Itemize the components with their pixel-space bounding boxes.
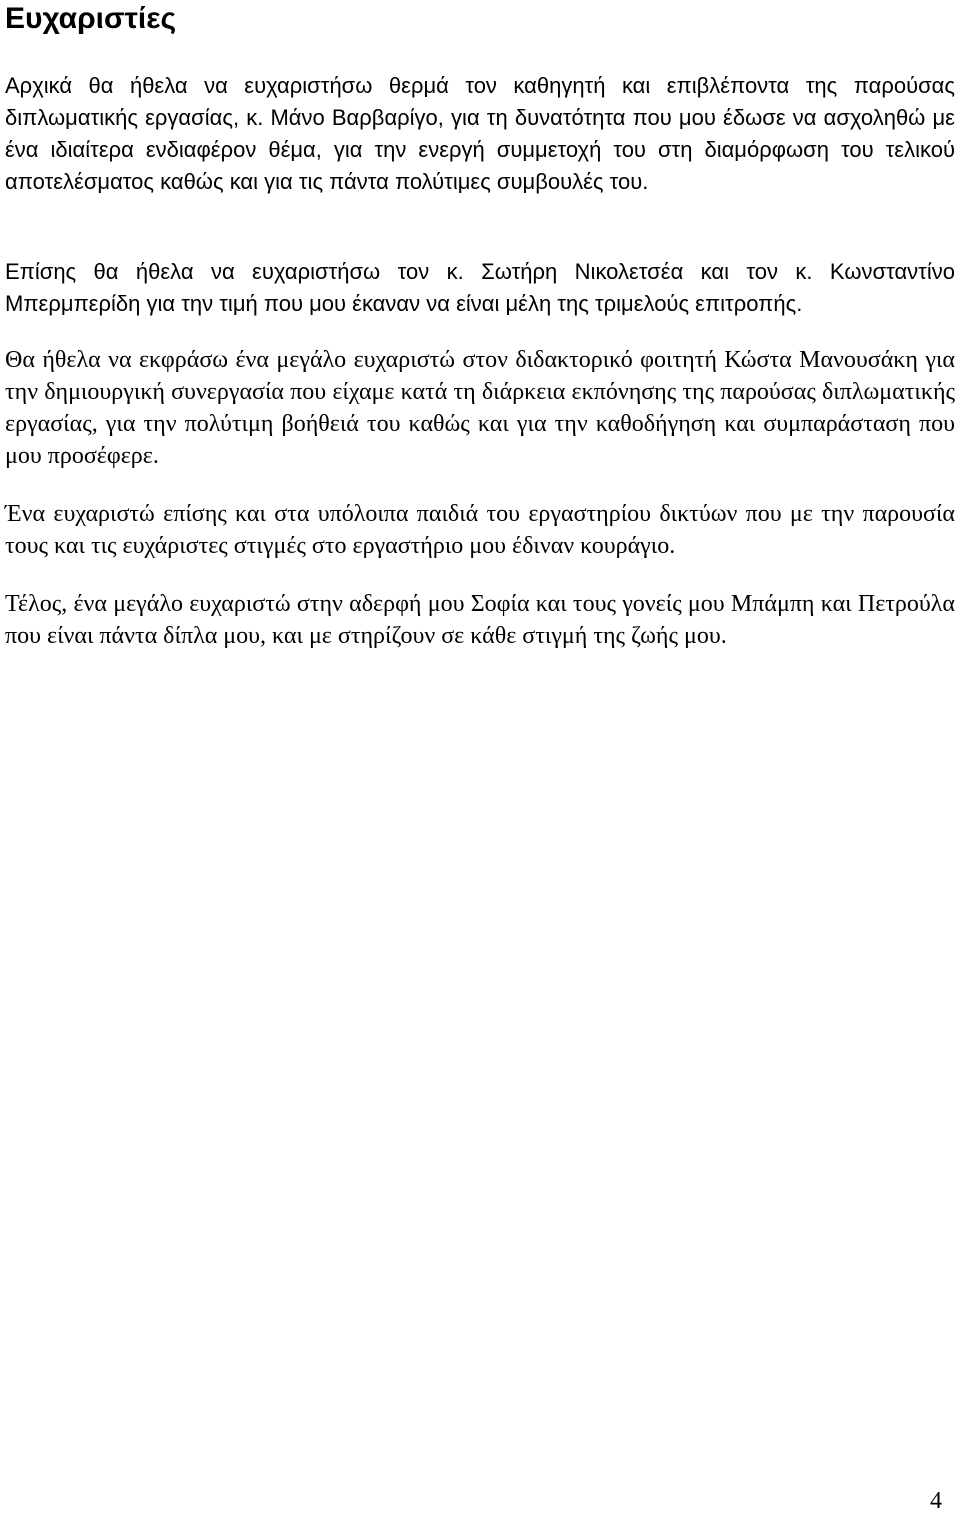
page-title: Ευχαριστίες xyxy=(5,2,177,35)
page-number: 4 xyxy=(930,1488,942,1514)
paragraph-phd-student-thanks: Θα ήθελα να εκφράσω ένα μεγάλο ευχαριστώ στον διδακτορικό φοιτητή Κώστα Μανουσάκη για την δημιουργική συνεργασία που είχαμε κατά τη διάρκεια εκπόνησης της παρούσας διπλωματικής εργασίας, για την πολύτιμη βοήθειά του καθώς και για την καθοδήγηση και συμπαράσταση που μου προσέφερε. xyxy=(5,347,955,469)
paragraph-committee-thanks: Επίσης θα ήθελα να ευχαριστήσω τον κ. Σωτήρη Νικολετσέα και τον κ. Κωνσταντίνο Μπερμπερίδη για την τιμή που μου έκαναν να είναι μέλη της τριμελούς επιτροπής. xyxy=(5,259,955,316)
paragraph-supervisor-thanks: Αρχικά θα ήθελα να ευχαριστήσω θερμά τον καθηγητή και επιβλέποντα της παρούσας διπλωματικής εργασίας, κ. Μάνο Βαρβαρίγο, για τη δυνατότητα που μου έδωσε να ασχοληθώ με ένα ιδιαίτερα ενδιαφέρον θέμα, για την ενεργή συμμετοχή του στη διαμόρφωση του τελικού αποτελέσματος καθώς και για τις πάντα πολύτιμες συμβουλές του. xyxy=(5,73,955,194)
paragraph-family-thanks: Τέλος, ένα μεγάλο ευχαριστώ στην αδερφή μου Σοφία και τους γονείς μου Μπάμπη και Πετρούλα που είναι πάντα δίπλα μου, και με στηρίζουν σε κάθε στιγμή της ζωής μου. xyxy=(5,591,955,649)
paragraph-lab-thanks: Ένα ευχαριστώ επίσης και στα υπόλοιπα παιδιά του εργαστηρίου δικτύων που με την παρουσία τους και τις ευχάριστες στιγμές στο εργαστήριο μου έδιναν κουράγιο. xyxy=(5,501,955,559)
